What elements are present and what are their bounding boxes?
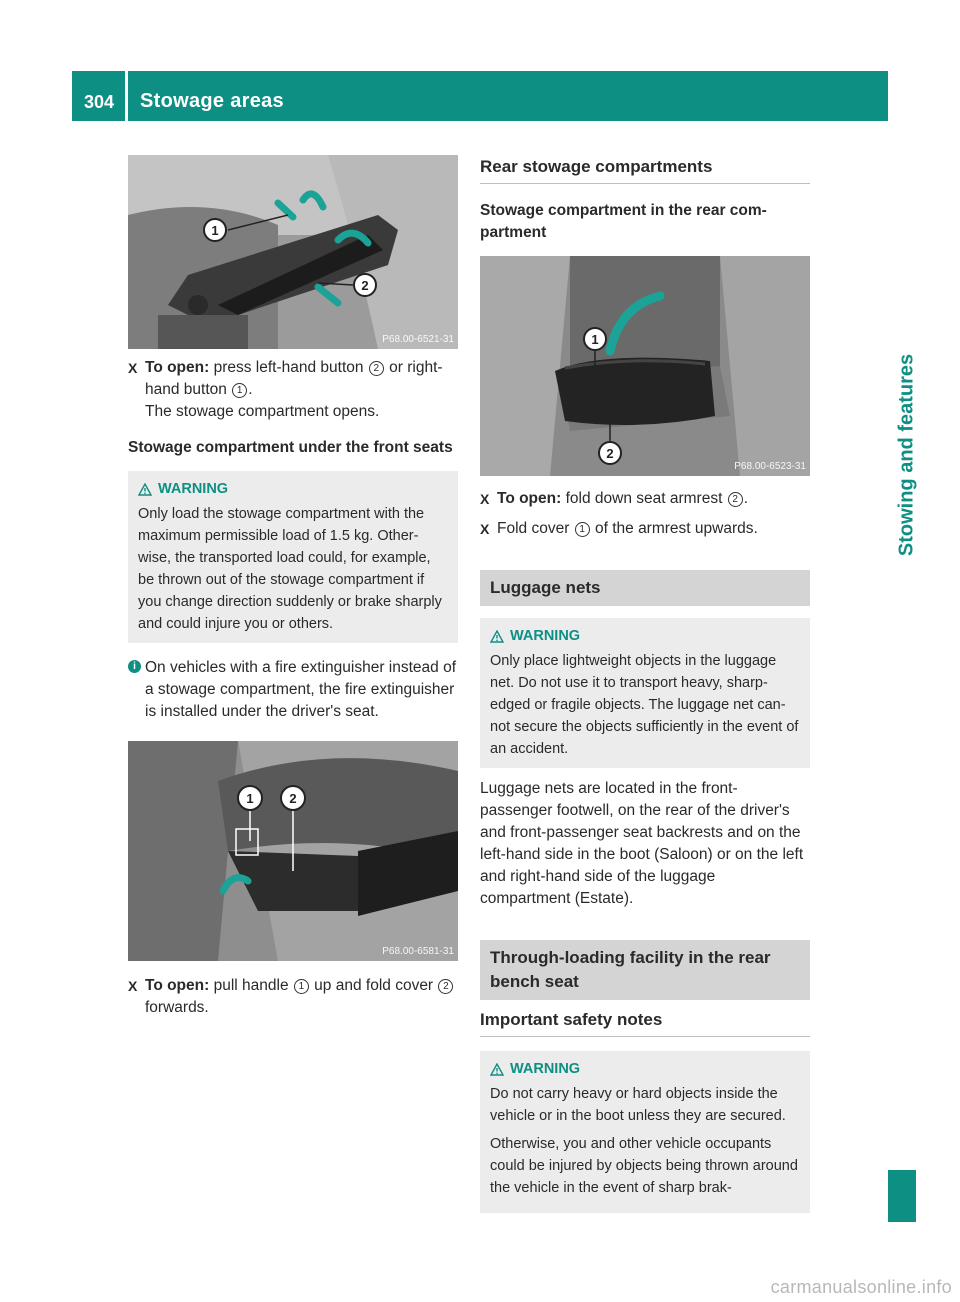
subheading-safety-notes: Important safety notes	[480, 1008, 810, 1037]
left-column	[128, 155, 458, 1019]
photo-code: P68.00-6581-31	[382, 946, 454, 957]
instruction-text: of the armrest upwards.	[590, 520, 758, 537]
callout-ref: 2	[438, 979, 453, 994]
instruction-text: up and fold cover	[309, 977, 438, 994]
front-seat-illustration	[128, 741, 458, 961]
instruction-text: .	[743, 490, 749, 507]
instruction-open-rear	[480, 488, 810, 510]
callout-ref: 1	[294, 979, 309, 994]
instruction-text: fold down seat armrest	[561, 490, 727, 507]
right-column	[480, 155, 810, 1213]
callout-2: 2	[289, 791, 297, 806]
header-divider	[125, 71, 128, 121]
warning-triangle-icon	[490, 1063, 504, 1076]
chapter-tab-label: Stowing and features	[895, 353, 918, 557]
instruction-fold-cover	[480, 518, 810, 540]
rear-armrest-photo	[480, 256, 810, 476]
warning-text	[490, 1083, 800, 1199]
info-note	[128, 657, 458, 723]
instruction-result: The stowage compartment opens.	[145, 403, 380, 420]
page-title: Stowage areas	[140, 90, 284, 112]
warning-triangle-icon	[490, 630, 504, 643]
instruction-open-seat-compartment	[128, 975, 458, 1019]
step-arrow-icon: X	[128, 360, 138, 376]
instruction-label: To open:	[145, 977, 210, 994]
step-arrow-icon: X	[480, 521, 490, 537]
step-arrow-icon: X	[480, 491, 490, 507]
callout-2: 2	[361, 278, 369, 293]
callout-ref: 1	[575, 522, 590, 537]
photo-code: P68.00-6523-31	[734, 461, 806, 472]
warning-triangle-icon	[138, 483, 152, 496]
subheading-rear-compartment: Stowage compartment in the rear com- partment	[480, 202, 767, 241]
callout-1: 1	[211, 223, 219, 238]
warning-text: Only place lightweight objects in the luggage net. Do not use it to transport heavy, sharp- edged or fragile objects. The luggage net can- not secure the objects sufficiently in the event of an accident.	[490, 653, 799, 757]
instruction-label: To open:	[497, 490, 562, 507]
instruction-open-armrest	[128, 357, 458, 423]
armrest-illustration	[128, 155, 458, 349]
instruction-text: pull handle	[209, 977, 293, 994]
subheading-front-seats: Stowage compartment under the front seats	[128, 439, 453, 456]
info-text: On vehicles with a fire extinguisher instead of a stowage compartment, the fire extinguisher is installed under the driver's seat.	[145, 659, 457, 720]
photo-code: P68.00-6521-31	[382, 334, 454, 345]
warning-title-text: WARNING	[510, 1061, 581, 1077]
callout-2: 2	[606, 446, 614, 461]
warning-box	[128, 471, 458, 643]
instruction-text: forwards.	[145, 999, 209, 1016]
warning-box	[480, 1051, 810, 1213]
callout-ref: 1	[232, 383, 247, 398]
warning-paragraph: Otherwise, you and other vehicle occupants could be injured by objects being thrown around the vehicle in the event of sharp brak-	[490, 1136, 798, 1196]
instruction-text: .	[248, 381, 253, 398]
instruction-text: or right-hand button	[145, 359, 443, 398]
warning-title	[490, 1059, 800, 1079]
warning-title-text: WARNING	[158, 481, 229, 497]
section-heading-rear: Rear stowage compartments	[480, 155, 810, 184]
instruction-text: press left-hand button	[209, 359, 368, 376]
warning-title-text: WARNING	[510, 628, 581, 644]
watermark: carmanualsonline.info	[770, 1277, 952, 1297]
rear-armrest-illustration	[480, 256, 810, 476]
warning-title	[490, 626, 800, 646]
info-icon: i	[128, 660, 141, 673]
page-number: 304	[84, 92, 115, 112]
luggage-nets-paragraph: Luggage nets are located in the front- passenger footwell, on the rear of the driver's and front-passenger seat backrests and on the left-hand side in the boot (Saloon) or on the left and right-hand side of the luggage compartment (Estate).	[480, 780, 804, 907]
callout-ref: 2	[369, 361, 384, 376]
instruction-label: To open:	[145, 359, 210, 376]
warning-text: Only load the stowage compartment with the maximum permissible load of 1.5 kg. Other- wise, the transported load could, for example, be thrown out of the stowage compartment if you change direction suddenly or brake sharply and could injure you or others.	[138, 506, 442, 632]
chapter-marker-block	[888, 1170, 916, 1222]
callout-1: 1	[246, 791, 254, 806]
section-heading-luggage-nets: Luggage nets	[480, 570, 810, 606]
step-arrow-icon: X	[128, 978, 138, 994]
section-heading-through-loading: Through-loading facility in the rear bench seat	[480, 940, 810, 1000]
callout-ref: 2	[728, 492, 743, 507]
warning-box	[480, 618, 810, 768]
armrest-photo	[128, 155, 458, 349]
warning-paragraph: Do not carry heavy or hard objects inside the vehicle or in the boot unless they are secured.	[490, 1086, 786, 1124]
callout-1: 1	[591, 332, 599, 347]
instruction-text: Fold cover	[497, 520, 574, 537]
warning-title	[138, 479, 448, 499]
front-seat-photo	[128, 741, 458, 961]
